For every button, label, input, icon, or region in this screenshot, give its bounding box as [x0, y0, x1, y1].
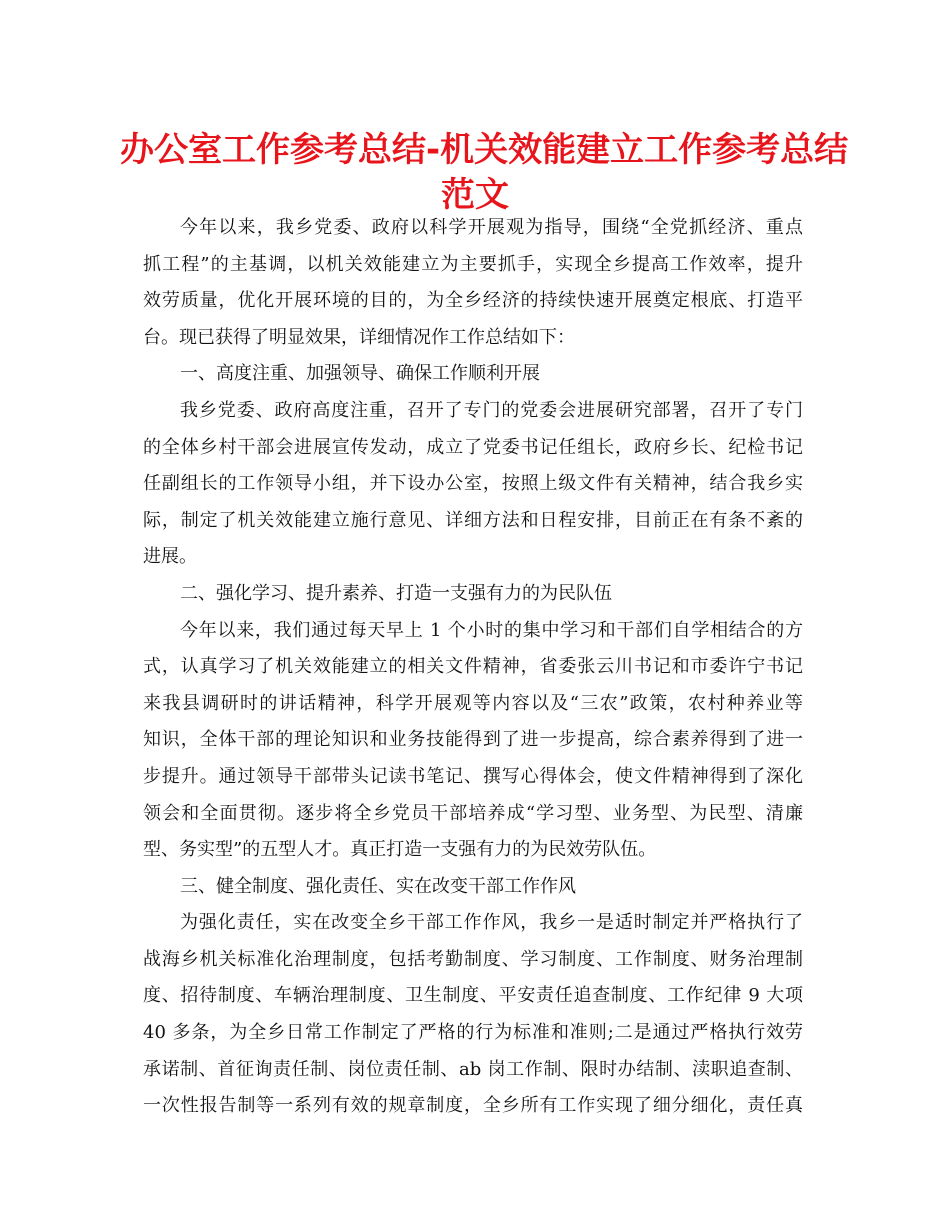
text-line: 的全体乡村干部会进展宣传发动，成立了党委书记任组长，政府乡长、纪检书记 — [143, 436, 803, 458]
text-line: 任副组长的工作领导小组，并下设办公室，按照上级文件有关精神，结合我乡实 — [143, 473, 803, 495]
text-line: 台。现已获得了明显效果，详细情况作工作总结如下： — [143, 326, 575, 348]
text-line: 进展。 — [143, 546, 197, 568]
text-line: 型、务实型”的五型人才。真正打造一支强有力的为民效劳队伍。 — [143, 839, 657, 861]
text-line: 一次性报告制等一系列有效的规章制度，全乡所有工作实现了细分细化，责任真 — [143, 1095, 803, 1117]
text-line: 步提升。通过领导干部带头记读书笔记、撰写心得体会，使文件精神得到了深化 — [143, 765, 803, 787]
text-line: 知识，全体干部的理论知识和业务技能得到了进一步提高，综合素养得到了进一 — [143, 729, 803, 751]
document-title-line-2: 范文 — [441, 175, 509, 215]
text-line: 来我县调研时的讲话精神，科学开展观等内容以及“三农”政策，农村种养业等 — [143, 692, 803, 714]
text-line: 领会和全面贯彻。逐步将全乡党员干部培养成“学习型、业务型、为民型、清廉 — [143, 802, 803, 824]
text-line: 效劳质量，优化开展环境的目的，为全乡经济的持续快速开展奠定根底、打造平 — [143, 290, 803, 312]
text-line: 三、健全制度、强化责任、实在改变干部工作作风 — [180, 875, 576, 897]
text-line: 抓工程”的主基调，以机关效能建立为主要抓手，实现全乡提高工作效率，提升 — [143, 253, 803, 275]
text-line: 为强化责任，实在改变全乡干部工作作风，我乡一是适时制定并严格执行了 — [180, 912, 803, 934]
text-line: 战海乡机关标准化治理制度，包括考勤制度、学习制度、工作制度、财务治理制 — [143, 948, 803, 970]
text-line: 二、强化学习、提升素养、打造一支强有力的为民队伍 — [180, 582, 612, 604]
text-line: 式，认真学习了机关效能建立的相关文件精神，省委张云川书记和市委许宁书记 — [143, 656, 803, 678]
text-line: 今年以来，我们通过每天早上 1 个小时的集中学习和干部们自学相结合的方 — [180, 619, 803, 641]
document-body — [143, 210, 803, 1125]
text-line: 一、高度注重、加强领导、确保工作顺利开展 — [180, 363, 540, 385]
text-line: 我乡党委、政府高度注重，召开了专门的党委会进展研究部署，召开了专门 — [180, 399, 803, 421]
text-line: 承诺制、首征询责任制、岗位责任制、ab 岗工作制、限时办结制、渎职追查制、 — [143, 1058, 803, 1080]
text-line: 40 多条，为全乡日常工作制定了严格的行为标准和准则;二是通过严格执行效劳 — [143, 1022, 803, 1044]
text-line: 际，制定了机关效能建立施行意见、详细方法和日程安排，目前正在有条不紊的 — [143, 509, 803, 531]
document-title-line-1: 办公室工作参考总结-机关效能建立工作参考总结 — [120, 130, 849, 170]
text-line: 度、招待制度、车辆治理制度、卫生制度、平安责任追查制度、工作纪律 9 大项 — [143, 985, 803, 1007]
text-line: 今年以来，我乡党委、政府以科学开展观为指导，围绕“全党抓经济、重点 — [180, 217, 803, 238]
